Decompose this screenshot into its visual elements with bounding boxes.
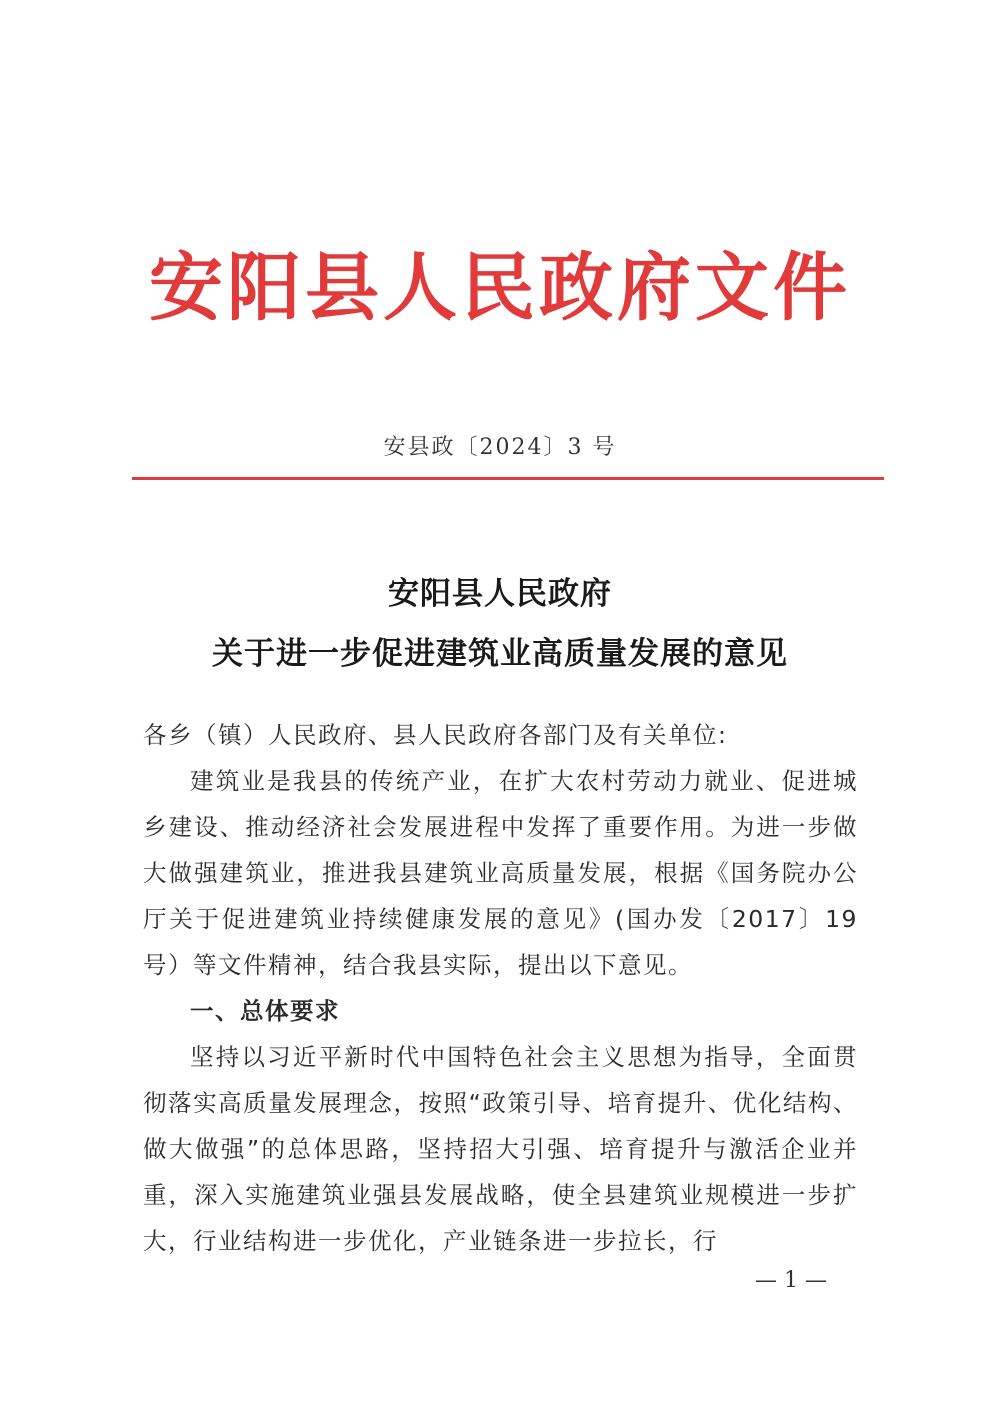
document-number: 安县政〔2024〕3 号 xyxy=(383,435,617,460)
document-title-line2: 关于进一步促进建筑业高质量发展的意见 xyxy=(212,636,788,672)
salutation: 各乡（镇）人民政府、县人民政府各部门及有关单位: xyxy=(143,721,728,749)
paragraph-intro: 建筑业是我县的传统产业，在扩大农村劳动力就业、促进城乡建设、推动经济社会发展进程中发挥了重要作用。为进一步做大做强建筑业，推进我县建筑业高质量发展，根据《国务院办公厅关于促进建筑业持续健康发展的意见》(国办发〔2017〕19 号）等文件精神，结合我县实际，提出以下意见。 xyxy=(143,767,858,979)
document-body xyxy=(143,712,858,1264)
page-number: — 1 — xyxy=(755,1268,827,1293)
document-title-line1: 安阳县人民政府 xyxy=(388,576,612,612)
section-heading: 一、总体要求 xyxy=(190,997,340,1025)
issuing-authority-header: 安阳县人民政府文件 xyxy=(149,245,851,331)
paragraph-requirements: 坚持以习近平新时代中国特色社会主义思想为指导，全面贯彻落实高质量发展理念，按照“政策引导、培育提升、优化结构、做大做强”的总体思路，坚持招大引强、培育提升与激活企业并重，深入实施建筑业强县发展战略，使全县建筑业规模进一步扩大，行业结构进一步优化，产业链条进一步拉长，行 xyxy=(143,1043,858,1255)
red-divider-line xyxy=(132,477,884,480)
